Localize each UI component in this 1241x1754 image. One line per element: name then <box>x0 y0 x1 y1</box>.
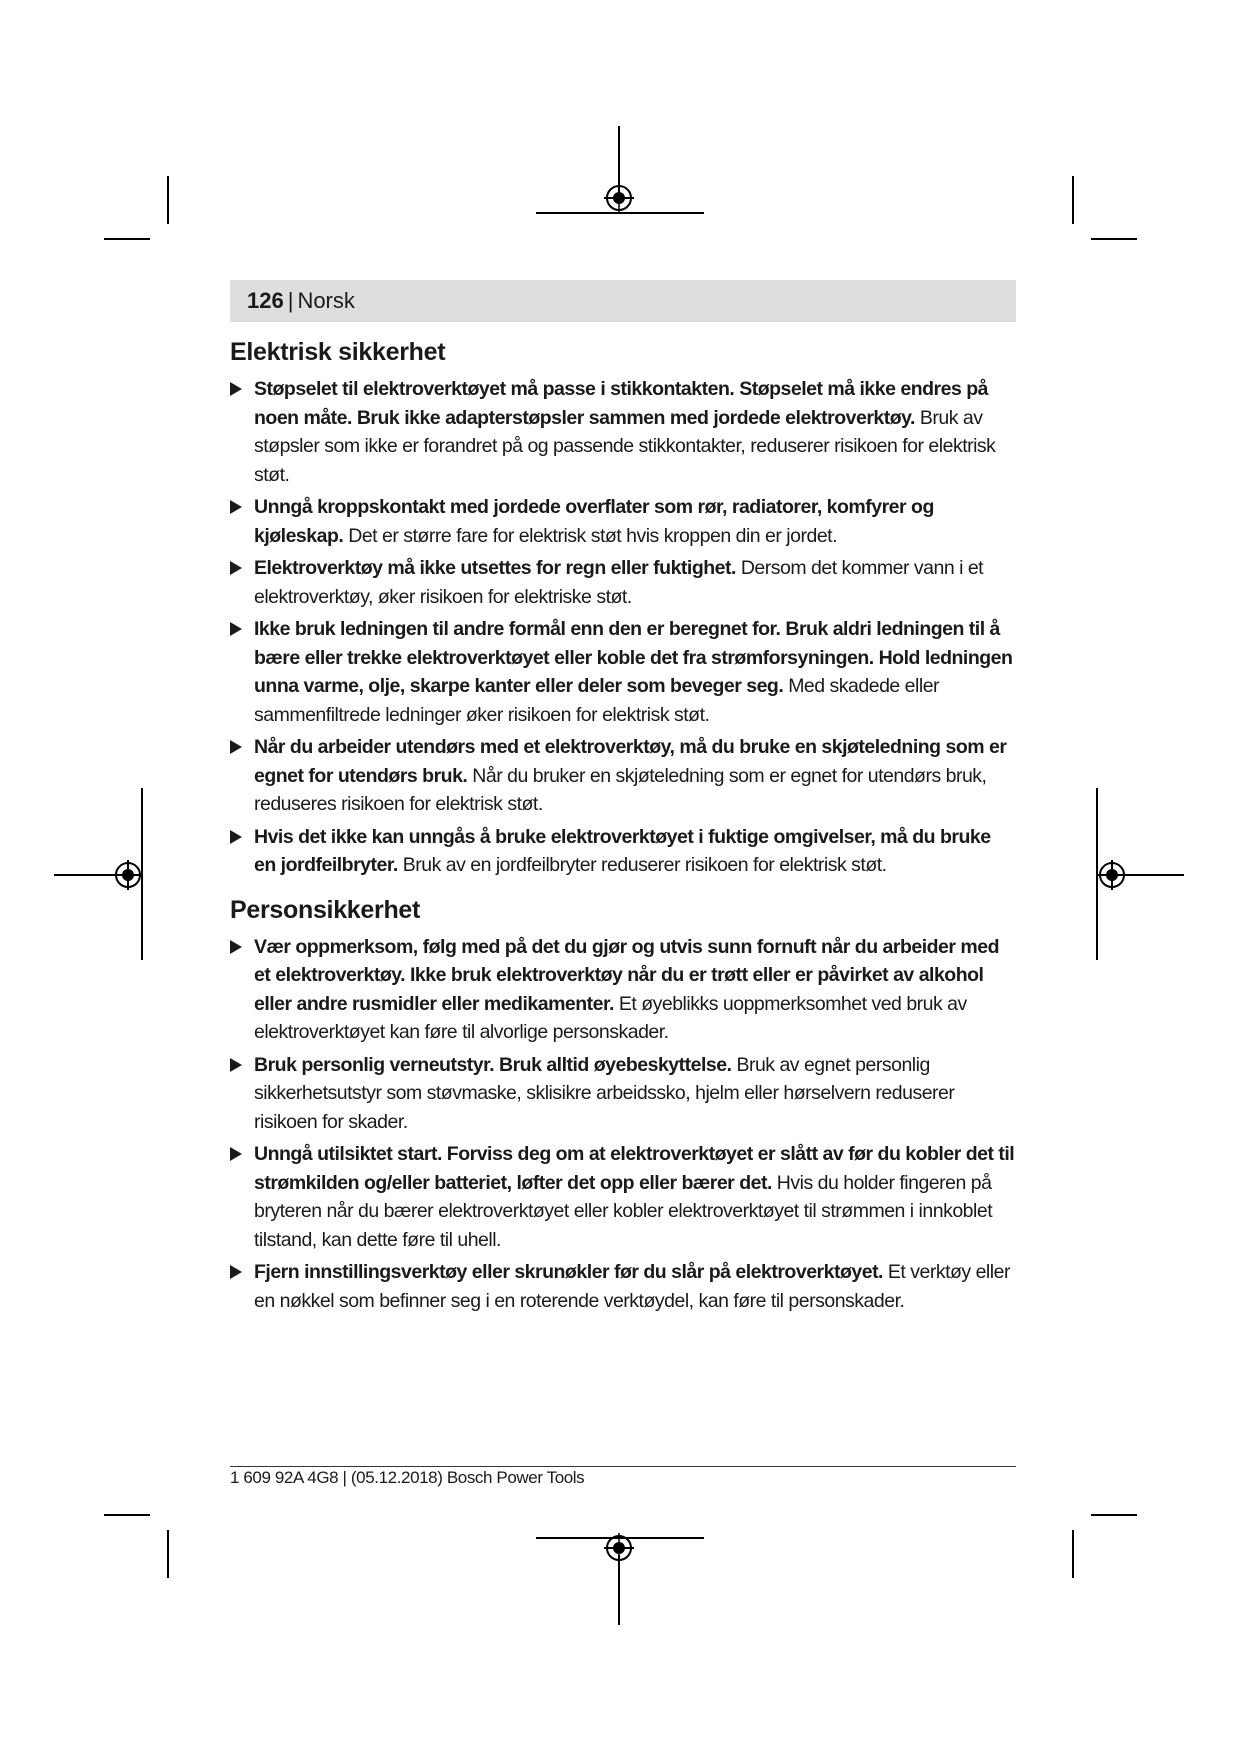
section-title-electrical-safety: Elektrisk sikkerhet <box>230 338 446 366</box>
list-item <box>230 1140 1016 1254</box>
triangle-bullet-icon <box>230 830 242 844</box>
triangle-bullet-icon <box>230 1147 242 1161</box>
list-item <box>230 823 1016 880</box>
page-footer: 1 609 92A 4G8 | (05.12.2018) Bosch Power Tools <box>230 1468 585 1487</box>
triangle-bullet-icon <box>230 500 242 514</box>
list-item <box>230 933 1016 1047</box>
item-bold-text: Når du arbeider utendørs med et elektroverktøy, må du bruke en skjøteledning som er egnet for utendørs bruk. <box>254 736 1007 787</box>
triangle-bullet-icon <box>230 382 242 396</box>
triangle-bullet-icon <box>230 1265 242 1279</box>
personal-safety-list <box>230 933 1016 1316</box>
language-label: Norsk <box>297 288 355 313</box>
list-item <box>230 615 1016 729</box>
electrical-safety-list <box>230 375 1016 880</box>
list-item <box>230 375 1016 489</box>
list-item <box>230 554 1016 611</box>
item-bold-text: Ikke bruk ledningen til andre formål enn den er beregnet for. Bruk aldri ledningen til å bære eller trekke elektroverktøyet eller koble det fra strømforsyningen. Hold ledningen unna varme, olje, skarpe kanter eller deler som beveger seg. <box>254 618 1013 697</box>
triangle-bullet-icon <box>230 622 242 636</box>
page-content <box>230 338 1016 1319</box>
item-bold-text: Elektroverktøy må ikke utsettes for regn eller fuktighet. <box>254 557 736 579</box>
header-separator: | <box>287 288 294 313</box>
triangle-bullet-icon <box>230 561 242 575</box>
item-bold-text: Unngå utilsiktet start. Forviss deg om at elektroverktøyet er slått av før du kobler det til strømkilden og/eller batteriet, løfter det opp eller bærer det. <box>254 1143 1015 1194</box>
item-text: Dersom det kommer vann i et elektroverktøy, øker risikoen for elektriske støt. <box>254 557 984 608</box>
item-bold-text: Fjern innstillingsverktøy eller skrunøkler før du slår på elektroverktøyet. <box>254 1261 883 1283</box>
list-item <box>230 493 1016 550</box>
footer-rule <box>230 1466 1016 1467</box>
item-text: Bruk av egnet personlig sikkerhetsutstyr som støvmaske, sklisikre arbeidssko, hjelm eller hørselvern reduserer risikoen for skader. <box>254 1053 955 1133</box>
registration-target-icon <box>604 183 634 213</box>
section-title-personal-safety: Personsikkerhet <box>230 895 421 924</box>
item-text: Det er større fare for elektrisk støt hvis kroppen din er jordet. <box>348 524 837 547</box>
list-item <box>230 1258 1016 1315</box>
registration-target-icon <box>113 860 143 890</box>
item-bold-text: Bruk personlig verneutstyr. Bruk alltid øyebeskyttelse. <box>254 1053 732 1076</box>
list-item <box>230 733 1016 819</box>
item-text: Med skadede eller sammenfiltrede ledninger øker risikoen for elektrisk støt. <box>254 675 940 726</box>
registration-target-icon <box>1097 860 1127 890</box>
triangle-bullet-icon <box>230 1058 242 1072</box>
item-text: Bruk av en jordfeilbryter reduserer risikoen for elektrisk støt. <box>402 854 887 876</box>
item-bold-text: Vær oppmerksom, følg med på det du gjør og utvis sunn fornuft når du arbeider med et elektroverktøy. Ikke bruk elektroverktøy når du er trøtt eller er påvirket av alkohol eller andre rusmidler eller medikamenter. <box>254 935 999 1015</box>
item-bold-text: Hvis det ikke kan unngås å bruke elektroverktøyet i fuktige omgivelser, må du bruke en jordfeilbryter. <box>254 825 991 876</box>
item-text: Et verktøy eller en nøkkel som befinner seg i en roterende verktøydel, kan føre til personskader. <box>254 1261 1010 1312</box>
item-text: Et øyeblikks uoppmerksomhet ved bruk av elektroverktøyet kan føre til alvorlige personskader. <box>254 992 967 1043</box>
page-header <box>230 280 1016 322</box>
page-number: 126 <box>247 288 284 313</box>
item-bold-text: Støpselet til elektroverktøyet må passe i stikkontakten. Støpselet må ikke endres på noen måte. Bruk ikke adapterstøpsler sammen med jordede elektroverktøy. <box>254 378 988 429</box>
list-item <box>230 1051 1016 1137</box>
item-text: Når du bruker en skjøteledning som er egnet for utendørs bruk, reduseres risikoen for elektrisk støt. <box>254 764 987 815</box>
triangle-bullet-icon <box>230 940 242 954</box>
triangle-bullet-icon <box>230 740 242 754</box>
item-text: Hvis du holder fingeren på bryteren når du bærer elektroverktøyet eller kobler elektroverktøyet til strømmen i innkoblet tilstand, kan dette føre til uhell. <box>254 1171 993 1251</box>
item-text: Bruk av støpsler som ikke er forandret på og passende stikkontakter, reduserer risikoen for elektrisk støt. <box>254 406 996 486</box>
item-bold-text: Unngå kroppskontakt med jordede overflater som rør, radiatorer, komfyrer og kjøleskap. <box>254 496 934 547</box>
registration-target-icon <box>604 1533 634 1563</box>
